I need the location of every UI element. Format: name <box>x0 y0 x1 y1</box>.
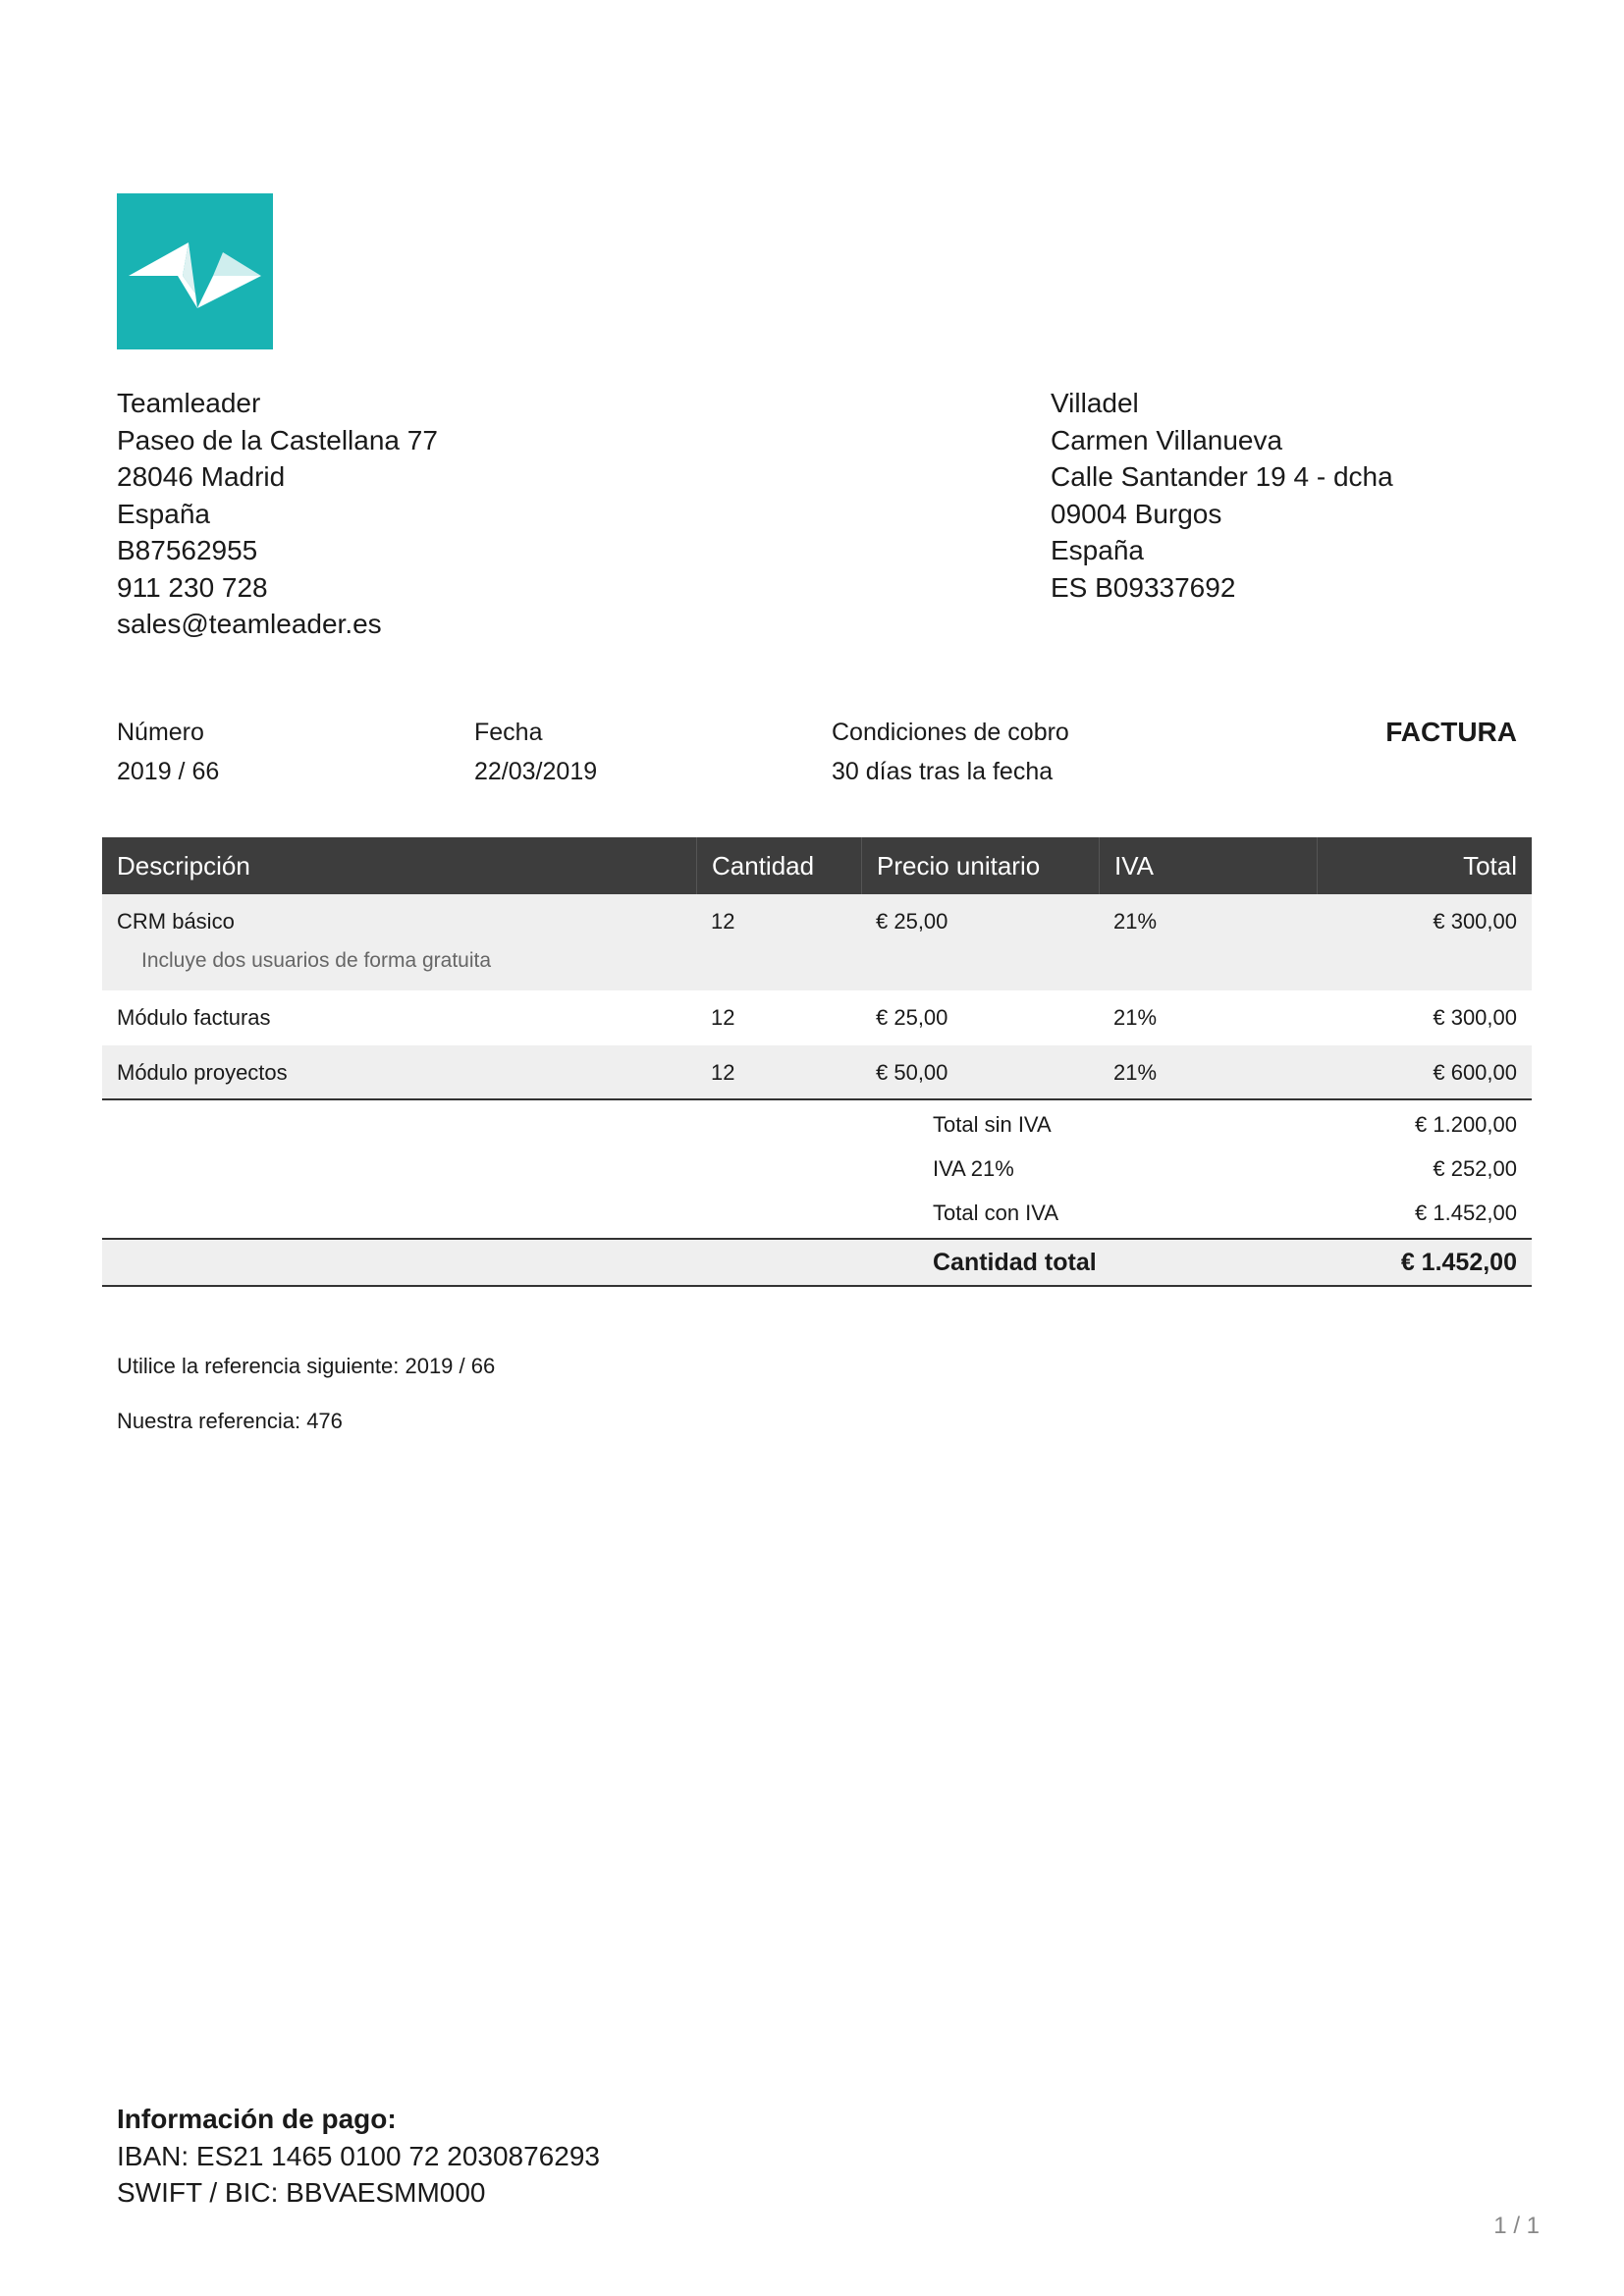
header-description: Descripción <box>117 851 250 881</box>
sender-city: 28046 Madrid <box>117 461 286 492</box>
row-description: Módulo proyectos <box>117 1060 288 1085</box>
paper-plane-logo-icon <box>117 193 273 349</box>
payment-info <box>117 2101 600 2212</box>
sender-phone: 911 230 728 <box>117 571 268 603</box>
row-quantity: 12 <box>711 1060 735 1085</box>
sender-tax-id: B87562955 <box>117 535 258 565</box>
subtotal-label: Total sin IVA <box>933 1112 1052 1137</box>
table-row <box>102 990 1532 1045</box>
payment-info-title: Información de pago: <box>117 2104 397 2134</box>
vat-row <box>102 1147 1532 1191</box>
client-contact: Carmen Villanueva <box>1051 424 1283 455</box>
line-items-table <box>102 837 1532 1287</box>
row-vat: 21% <box>1113 909 1158 934</box>
row-description-cell <box>102 906 696 990</box>
sender-country: España <box>117 498 210 529</box>
row-note: Incluye dos usuarios de forma gratuita <box>141 949 492 972</box>
our-reference: Nuestra referencia: 476 <box>117 1409 343 1433</box>
payment-terms <box>832 713 1069 791</box>
totals-section <box>102 1102 1532 1287</box>
payment-swift: SWIFT / BIC: BBVAESMM000 <box>117 2177 486 2208</box>
total-with-vat-value: € 1.452,00 <box>1415 1201 1517 1225</box>
row-vat: 21% <box>1113 1060 1158 1085</box>
table-header <box>102 837 1532 894</box>
row-total: € 600,00 <box>1433 1060 1517 1085</box>
row-description: CRM básico <box>117 909 235 934</box>
row-total: € 300,00 <box>1433 1005 1517 1030</box>
row-unit-price: € 25,00 <box>876 909 948 934</box>
row-description: Módulo facturas <box>117 1005 271 1030</box>
table-row <box>102 1045 1532 1100</box>
sender-email: sales@teamleader.es <box>117 609 382 639</box>
header-unit-price: Precio unitario <box>861 837 1099 894</box>
vat-value: € 252,00 <box>1433 1156 1517 1181</box>
client-company: Villadel <box>1051 388 1139 418</box>
document-type: FACTURA <box>1385 717 1517 747</box>
row-unit-price: € 25,00 <box>876 1005 948 1030</box>
payment-terms-label: Condiciones de cobro <box>832 719 1069 746</box>
header-quantity: Cantidad <box>696 837 861 894</box>
table-row <box>102 894 1532 990</box>
invoice-date <box>474 713 597 791</box>
grand-total-row <box>102 1238 1532 1287</box>
invoice-date-value: 22/03/2019 <box>474 758 598 785</box>
sender-address <box>117 385 438 643</box>
client-address <box>1051 385 1393 606</box>
row-total: € 300,00 <box>1433 909 1517 934</box>
invoice-number-value: 2019 / 66 <box>117 758 220 785</box>
sender-name: Teamleader <box>117 388 261 418</box>
invoice-date-label: Fecha <box>474 719 543 746</box>
subtotal-value: € 1.200,00 <box>1415 1112 1517 1137</box>
row-quantity: 12 <box>711 909 735 934</box>
header-vat: IVA <box>1099 837 1317 894</box>
payment-reference: Utilice la referencia siguiente: 2019 / 66 <box>117 1354 496 1378</box>
client-street: Calle Santander 19 4 - dcha <box>1051 461 1393 492</box>
header-total: Total <box>1317 837 1532 894</box>
client-country: España <box>1051 535 1144 565</box>
row-quantity: 12 <box>711 1005 735 1030</box>
vat-label: IVA 21% <box>933 1156 1014 1181</box>
client-city: 09004 Burgos <box>1051 498 1222 529</box>
invoice-number <box>117 713 219 791</box>
total-with-vat-label: Total con IVA <box>933 1201 1058 1225</box>
row-vat: 21% <box>1113 1005 1158 1030</box>
grand-total-label: Cantidad total <box>933 1249 1097 1276</box>
grand-total-value: € 1.452,00 <box>1400 1249 1517 1276</box>
page-number: 1 / 1 <box>1493 2213 1540 2239</box>
payment-terms-value: 30 días tras la fecha <box>832 758 1054 785</box>
total-with-vat-row <box>102 1191 1532 1235</box>
sender-street: Paseo de la Castellana 77 <box>117 424 438 455</box>
row-unit-price: € 50,00 <box>876 1060 948 1085</box>
payment-iban: IBAN: ES21 1465 0100 72 2030876293 <box>117 2140 600 2171</box>
subtotal-row <box>102 1102 1532 1147</box>
client-tax-id: ES B09337692 <box>1051 571 1236 603</box>
invoice-number-label: Número <box>117 719 204 746</box>
company-logo <box>117 193 273 349</box>
